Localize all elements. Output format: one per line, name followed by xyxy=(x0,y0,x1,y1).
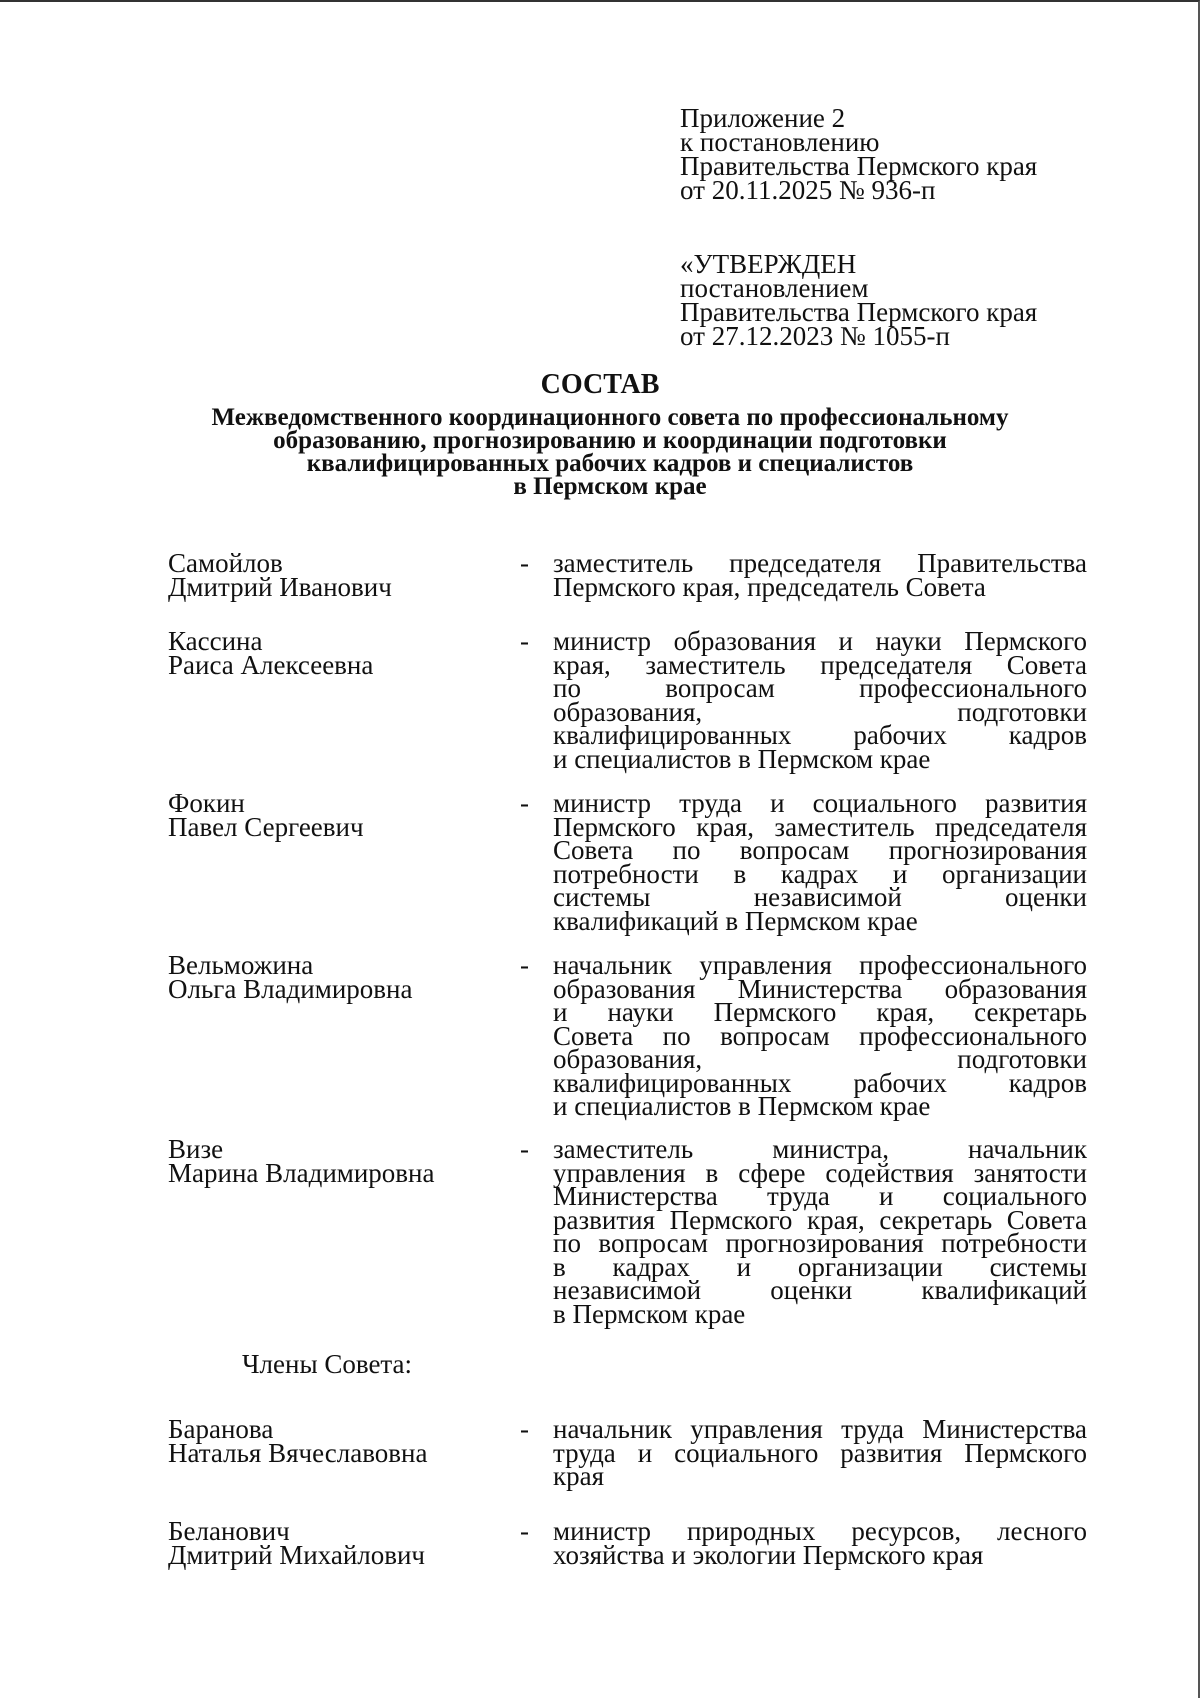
member-role xyxy=(553,1516,1087,1570)
member-role xyxy=(553,1414,1087,1491)
member-role xyxy=(553,1134,1087,1329)
member-given-names: Дмитрий Михайлович xyxy=(168,1539,426,1570)
appendix-block xyxy=(680,103,1100,205)
role-line: развития Пермского края, секретарь Совета xyxy=(553,1204,1087,1235)
separator-dash: - xyxy=(520,1516,529,1546)
role-line: начальник управления труда Министерства xyxy=(553,1414,1087,1444)
role-line: и науки Пермского края, секретарь xyxy=(553,997,1087,1027)
member-name xyxy=(168,626,508,680)
role-line: министр природных ресурсов, лесного xyxy=(553,1516,1087,1546)
subtitle-line: образованию, прогнозированию и координации подготовки xyxy=(273,427,947,454)
role-line: края xyxy=(553,1461,605,1491)
approved-block xyxy=(680,249,1100,351)
role-line: по вопросам профессионального xyxy=(553,673,1087,703)
role-line: Совета по вопросам прогнозирования xyxy=(553,835,1087,865)
council-members-label: Члены Совета: xyxy=(242,1349,413,1379)
member-name xyxy=(168,950,508,1004)
role-line: труда и социального развития Пермского xyxy=(553,1437,1087,1468)
role-line: и специалистов в Пермском крае xyxy=(553,743,931,774)
role-line: образования Министерства образования xyxy=(553,973,1087,1004)
role-line: квалифицированных рабочих кадров xyxy=(553,1067,1087,1098)
separator-dash: - xyxy=(520,950,529,980)
member-name xyxy=(168,1134,508,1188)
member-name xyxy=(168,1414,508,1468)
member-given-names: Марина Владимировна xyxy=(168,1157,435,1188)
role-line: независимой оценки квалификаций xyxy=(553,1275,1087,1305)
member-given-names: Раиса Алексеевна xyxy=(168,649,374,680)
member-given-names: Дмитрий Иванович xyxy=(168,571,392,602)
role-line: Пермского края, председатель Совета xyxy=(553,571,986,602)
member-role xyxy=(553,626,1087,774)
appendix-line: от 20.11.2025 № 936-п xyxy=(680,175,936,205)
separator-dash: - xyxy=(520,788,529,818)
member-role xyxy=(553,950,1087,1121)
role-line: квалифицированных рабочих кадров xyxy=(553,720,1087,750)
role-line: образования, подготовки xyxy=(553,1044,1087,1074)
role-line: квалификаций в Пермском крае xyxy=(553,905,918,936)
approved-line: Правительства Пермского края xyxy=(680,297,1038,327)
member-given-names: Ольга Владимировна xyxy=(168,973,413,1004)
role-line: образования, подготовки xyxy=(553,696,1087,727)
subtitle-line: квалифицированных рабочих кадров и специалистов xyxy=(306,450,914,477)
separator-dash: - xyxy=(520,626,529,656)
separator-dash: - xyxy=(520,1414,529,1444)
role-line: министр образования и науки Пермского xyxy=(553,626,1087,656)
appendix-line: Правительства Пермского края xyxy=(680,151,1038,181)
member-role xyxy=(553,788,1087,936)
member-role xyxy=(553,548,1087,602)
appendix-line: Приложение 2 xyxy=(680,103,846,133)
member-given-names: Павел Сергеевич xyxy=(168,811,364,842)
role-line: Министерства труда и социального xyxy=(553,1181,1087,1211)
role-line: Пермского края, заместитель председателя xyxy=(553,811,1087,842)
role-line: заместитель министра, начальник xyxy=(553,1134,1087,1164)
document-title: СОСТАВ xyxy=(540,369,660,400)
member-surname: Визе xyxy=(168,1134,224,1164)
member-surname: Баранова xyxy=(168,1414,274,1444)
role-line: системы независимой оценки xyxy=(553,882,1087,912)
member-surname: Беланович xyxy=(168,1516,290,1546)
role-line: заместитель председателя Правительства xyxy=(553,548,1087,578)
approved-line: «УТВЕРЖДЕН xyxy=(680,249,857,279)
member-given-names: Наталья Вячеславовна xyxy=(168,1437,428,1468)
role-line: потребности в кадрах и организации xyxy=(553,858,1087,889)
appendix-line: к постановлению xyxy=(680,127,880,157)
separator-dash: - xyxy=(520,1134,529,1164)
role-line: Совета по вопросам профессионального xyxy=(553,1020,1087,1051)
subtitle-line: в Пермском крае xyxy=(513,473,707,500)
member-surname: Кассина xyxy=(168,626,263,656)
role-line: управления в сфере содействия занятости xyxy=(553,1157,1087,1188)
role-line: начальник управления профессионального xyxy=(553,950,1087,980)
role-line: министр труда и социального развития xyxy=(553,788,1087,818)
member-surname: Самойлов xyxy=(168,548,283,578)
role-line: края, заместитель председателя Совета xyxy=(553,649,1087,680)
member-surname: Вельможина xyxy=(168,950,314,980)
member-name xyxy=(168,788,508,842)
role-line: и специалистов в Пермском крае xyxy=(553,1091,931,1121)
role-line: хозяйства и экологии Пермского края xyxy=(553,1539,984,1570)
member-name xyxy=(168,1516,508,1570)
approved-line: постановлением xyxy=(680,273,869,303)
member-name xyxy=(168,548,508,602)
approved-line: от 27.12.2023 № 1055-п xyxy=(680,321,950,351)
document-subtitle xyxy=(150,406,1070,498)
separator-dash: - xyxy=(520,548,529,578)
role-line: в Пермском крае xyxy=(553,1298,746,1329)
subtitle-line: Межведомственного координационного совета по профессиональному xyxy=(211,404,1009,431)
role-line: в кадрах и организации системы xyxy=(553,1251,1087,1282)
member-surname: Фокин xyxy=(168,788,245,818)
role-line: по вопросам прогнозирования потребности xyxy=(553,1228,1087,1258)
